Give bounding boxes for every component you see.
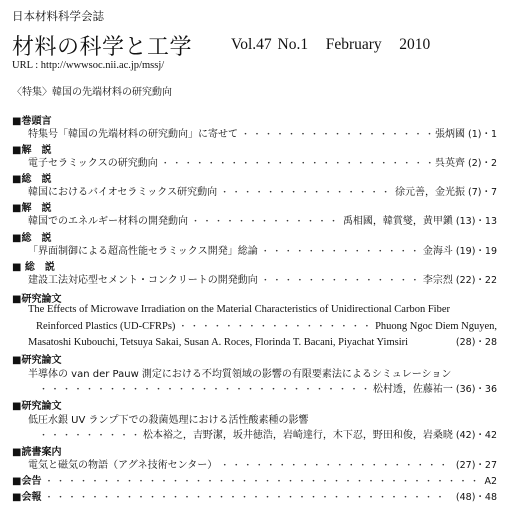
- paper-title-line[interactable]: 半導体の van der Pauw 測定における不均質領域の影響の有限要素法によるシミュレーション: [28, 369, 452, 380]
- entry-page: (42)・42: [455, 430, 497, 441]
- entry-authors: 禹相國，韓賞燮，黄甲鎭: [342, 216, 453, 227]
- section-heading: ■研究論文: [12, 355, 62, 366]
- entry-title: 「界面制御による超高性能セラミックス開発」総論: [28, 246, 258, 257]
- section-heading: ■読書案内: [12, 447, 62, 458]
- toc-entry[interactable]: [12, 472, 497, 486]
- leader-dots: [161, 156, 432, 169]
- entry-page: (19)・19: [455, 246, 497, 257]
- paper-title-line[interactable]: 低圧水銀 UV ランプ下での殺菌処理における活性酸素種の影響: [28, 415, 309, 426]
- entry-title: Reinforced Plastics (UD-CFRPs): [36, 321, 176, 332]
- entry-authors: 松本裕之，吉野潔，坂井徳浩，岩崎達行，木下忍，野田和俊，岩桑晓: [142, 430, 453, 441]
- society-name: 日本材料科学会誌: [12, 9, 104, 23]
- section-heading: ■研究論文: [12, 401, 62, 412]
- entry-authors: 徐元善，金光振: [394, 187, 465, 198]
- journal-title: 材料の科学と工学: [12, 35, 193, 60]
- entry-authors: Phuong Ngoc Diem Nguyen,: [375, 321, 497, 332]
- entry-page: (22)・22: [455, 275, 497, 286]
- toc-entry[interactable]: [36, 380, 497, 394]
- leader-dots: [261, 244, 420, 257]
- toc-entry[interactable]: [28, 154, 497, 168]
- entry-authors: Masatoshi Kubouchi, Tetsuya Sakai, Susan A. Roces, Florinda T. Bacani, Piyachat Yimsiri: [28, 337, 409, 348]
- entry-page: (28)・28: [455, 337, 497, 348]
- toc-entry[interactable]: [36, 319, 497, 333]
- entry-page: (36)・36: [455, 384, 497, 395]
- toc-entry[interactable]: [28, 456, 497, 470]
- leader-dots: [44, 490, 449, 503]
- entry-page: (1)・1: [467, 129, 497, 140]
- toc-entry[interactable]: [12, 488, 497, 502]
- entry-page: (13)・13: [455, 216, 497, 227]
- entry-authors: 李宗烈: [422, 275, 453, 286]
- leader-dots: [220, 185, 392, 198]
- issue-year: 2010: [399, 36, 431, 53]
- section-heading: ■解 説: [12, 203, 52, 214]
- entry-authors: 金海斗: [422, 246, 453, 257]
- section-heading: ■研究論文: [12, 294, 62, 305]
- section-heading: ■総 説: [12, 233, 52, 244]
- leader-dots: [39, 428, 140, 441]
- toc-entry[interactable]: [28, 183, 497, 197]
- paper-title-line[interactable]: The Effects of Microwave Irradiation on the Material Characteristics of Unidirectional Carbon Fiber: [28, 304, 450, 315]
- entry-page: (27)・27: [455, 460, 497, 471]
- leader-dots: [241, 127, 432, 140]
- leader-dots: [39, 382, 370, 395]
- section-heading: ■総 説: [12, 174, 52, 185]
- entry-authors: 呉英齊: [434, 158, 465, 169]
- toc-entry[interactable]: [28, 125, 497, 139]
- entry-page: (48)・48: [455, 492, 497, 503]
- entry-page: (7)・7: [467, 187, 497, 198]
- entry-title: 建設工法対応型セメント・コンクリートの開発動向: [28, 275, 258, 286]
- leader-dots: [44, 474, 478, 487]
- journal-url[interactable]: URL : http://wwwsoc.nii.ac.jp/mssj/: [12, 60, 165, 71]
- toc-entry[interactable]: [28, 212, 497, 226]
- leader-dots: [178, 319, 372, 332]
- leader-dots: [191, 214, 340, 227]
- section-heading: ■解 説: [12, 145, 52, 156]
- toc-entry[interactable]: [28, 271, 497, 285]
- special-issue-title: 〈特集〉韓国の先端材料の研究動向: [12, 87, 172, 98]
- entry-title: 電子セラミックスの研究動向: [28, 158, 158, 169]
- entry-page: A2: [484, 476, 497, 487]
- entry-authors: 張炳國: [434, 129, 465, 140]
- leader-dots-spacer: [408, 335, 410, 348]
- toc-entry[interactable]: [36, 426, 497, 440]
- section-heading: ■巻頭言: [12, 116, 52, 127]
- volume-issue-date: [231, 36, 430, 54]
- entry-title: 韓国におけるバイオセラミックス研究動向: [28, 187, 218, 198]
- section-heading: ■ 総 説: [12, 262, 55, 273]
- entry-title: 電気と磁気の物語（アグネ技術センター）: [28, 460, 218, 471]
- leader-dots: [261, 273, 420, 286]
- entry-title: 特集号「韓国の先端材料の研究動向」に寄せて: [28, 129, 238, 140]
- entry-authors: 松村透，佐藤祐一: [372, 384, 453, 395]
- entry-title: 韓国でのエネルギー材料の開発動向: [28, 216, 188, 227]
- entry-title: ■会告: [12, 476, 42, 487]
- entry-title: ■会報: [12, 492, 42, 503]
- volume-issue: Vol.47 No.1: [231, 36, 309, 53]
- toc-entry-authors-line[interactable]: [28, 334, 497, 348]
- leader-dots: [220, 458, 450, 471]
- toc-entry[interactable]: [28, 242, 497, 256]
- issue-month: February: [325, 36, 382, 53]
- entry-page: (2)・2: [467, 158, 497, 169]
